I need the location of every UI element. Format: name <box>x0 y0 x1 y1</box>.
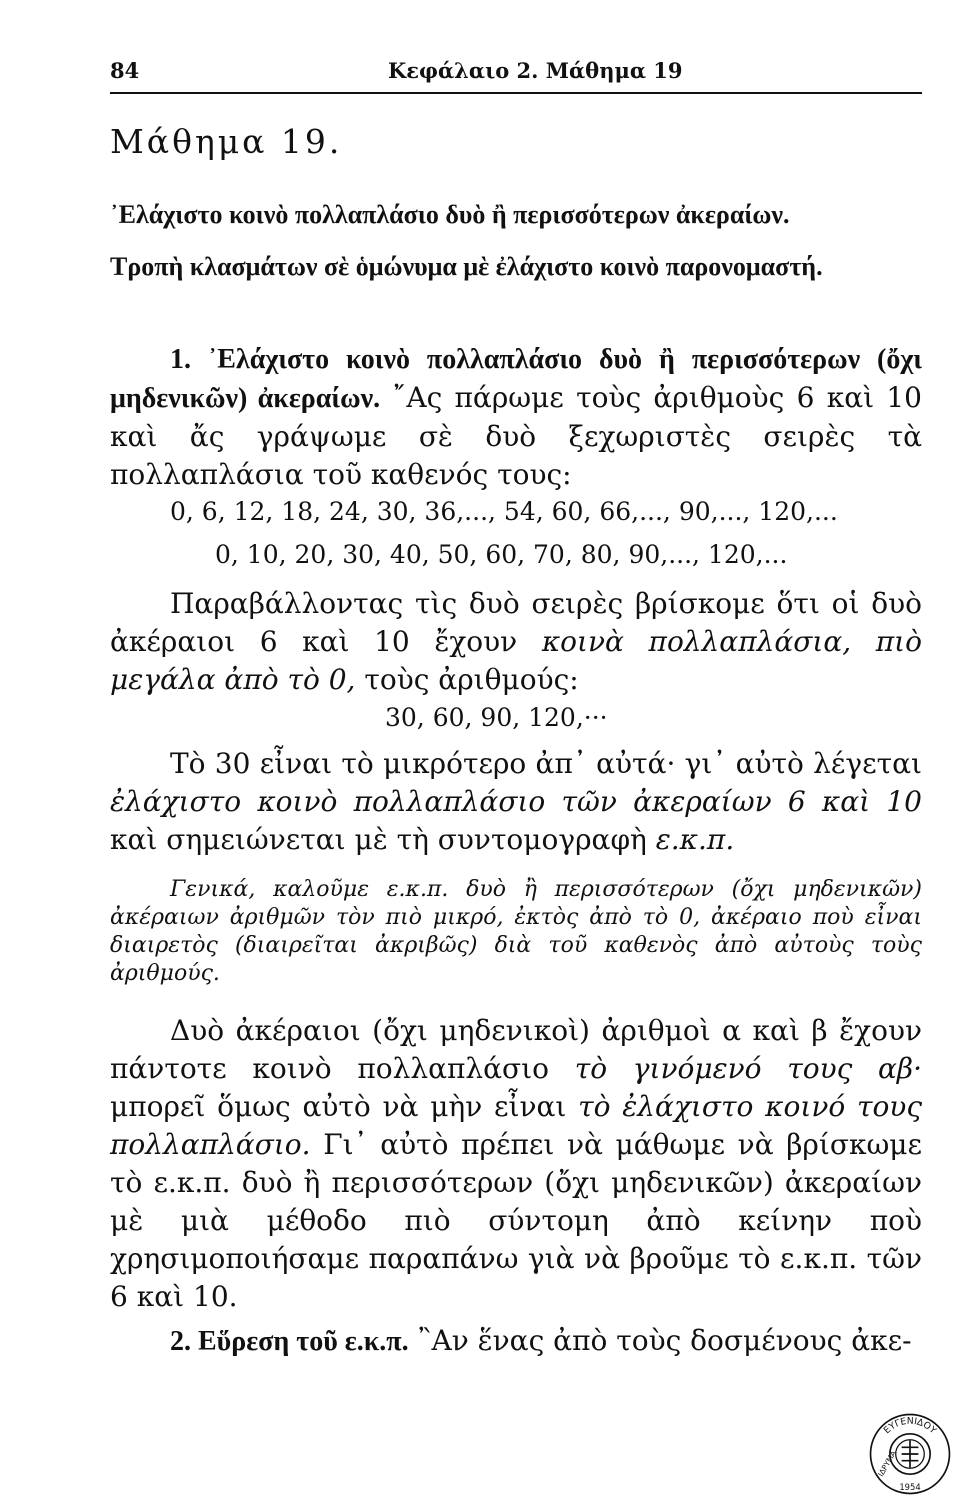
seal-year: 1954 <box>899 1482 921 1493</box>
product-emphasis-b: τὸ ἐλάχιστο κοινό τους πολλαπλάσιο. <box>110 1090 923 1161</box>
section-2-text: ῍Αν ἕνας ἀπὸ τοὺς δοσμένους ἀκε- <box>408 1324 912 1357</box>
foundation-seal-icon <box>868 1412 952 1496</box>
comparison-text-end: τοὺς ἀριθμούς: <box>355 663 579 696</box>
section-2-label: 2. Εὕρεση τοῦ ε.κ.π. <box>170 1326 409 1357</box>
common-multiples: 30, 60, 90, 120,··· <box>385 703 608 732</box>
product-emphasis-a: τὸ γινόμενό τους αβ· <box>574 1052 922 1085</box>
page-header <box>110 52 922 94</box>
lesson-title: Μάθημα 19. <box>110 122 343 161</box>
multiples-of-6: 0, 6, 12, 18, 24, 30, 36,..., 54, 60, 66,..., 90,..., 120,... <box>170 497 838 526</box>
page-number: 84 <box>110 58 140 83</box>
comparison-paragraph <box>110 585 922 699</box>
seal-left-text: ΙΔΡΥΜΑ <box>876 1449 899 1479</box>
product-text-b: μπορεῖ ὅμως αὐτὸ νὰ μὴν εἶναι <box>110 1090 579 1123</box>
product-paragraph <box>110 1012 922 1316</box>
lcm-definition-paragraph <box>110 745 922 859</box>
seal-top-text: ΕΥΓΕΝΙΔΟΥ <box>881 1415 939 1437</box>
comparison-text: Παραβάλλοντας τὶς δυὸ σειρὲς βρίσκομε ὅτι οἱ δυὸ ἀκέραιοι 6 καὶ 10 ἔχουν <box>110 587 922 658</box>
section-1-label: 1. ᾿Ελάχιστο κοινὸ πολλαπλάσιο δυὸ ἢ περισσότερων (ὄχι μηδενικῶν) ἀκεραίων. <box>110 344 922 414</box>
lcm-text-b: καὶ σημειώνεται μὲ τὴ συντομογραφὴ <box>110 823 656 856</box>
product-text-c: Γι᾿ αὐτὸ πρέπει νὰ μάθωμε νὰ βρίσκωμε τὸ ε.κ.π. δυὸ ἢ περισσότερων (ὄχι μηδενικῶν) ἀκεραίων μὲ μιὰ μέθοδο πιὸ σύντομη ἀπὸ κείνην ποὺ χρησιμοποιήσαμε παραπάνω γιὰ νὰ βροῦμε τὸ ε.κ.π. τῶν 6 καὶ 10. <box>110 1128 922 1313</box>
lcm-abbreviation: ε.κ.π. <box>655 823 735 856</box>
product-text-a: Δυὸ ἀκέραιοι (ὄχι μηδενικοὶ) ἀριθμοὶ α καὶ β ἔχουν πάντοτε κοινὸ πολλαπλάσιο <box>110 1014 922 1085</box>
lcm-text-a: Τὸ 30 εἶναι τὸ μικρότερο ἀπ᾿ αὐτά· γι᾿ αὐτὸ λέγεται <box>170 747 922 780</box>
lesson-heading-2: Τροπὴ κλασμάτων σὲ ὁμώνυμα μὲ ἐλάχιστο κοινὸ παρονομαστή. <box>110 252 823 281</box>
multiples-of-10: 0, 10, 20, 30, 40, 50, 60, 70, 80, 90,..., 120,... <box>215 540 788 569</box>
section-2-paragraph <box>110 1322 922 1361</box>
section-1-text: ῎Ας πάρωμε τοὺς ἀριθμοὺς 6 καὶ 10 καὶ ἄς γράψωμε σὲ δυὸ ξεχωριστὲς σειρὲς τὰ πολλαπλάσια τοῦ καθενός τους: <box>110 381 922 491</box>
lesson-heading-1: ᾿Ελάχιστο κοινὸ πολλαπλάσιο δυὸ ἢ περισσότερων ἀκεραίων. <box>110 200 790 229</box>
general-definition: Γενικά, καλοῦμε ε.κ.π. δυὸ ἢ περισσότερων (ὄχι μηδενικῶν) ἀκέραιων ἀριθμῶν τὸν πιὸ μικρό, ἐκτὸς ἀπὸ τὸ 0, ἀκέραιο ποὺ εἶναι διαιρετὸς (διαιρεῖται ἀκριβῶς) διὰ τοῦ καθενὸς ἀπὸ αὐτοὺς τοὺς ἀριθμούς. <box>110 877 922 986</box>
section-1-paragraph <box>110 340 922 494</box>
lcm-term: ἐλάχιστο κοινὸ πολλαπλάσιο τῶν ἀκεραίων 6 καὶ 10 <box>110 785 922 818</box>
running-title: Κεφάλαιο 2. Μάθημα 19 <box>388 58 683 83</box>
comparison-emphasis: κοινὰ πολλαπλάσια, πιὸ μεγάλα ἀπὸ τὸ 0, <box>110 625 922 696</box>
